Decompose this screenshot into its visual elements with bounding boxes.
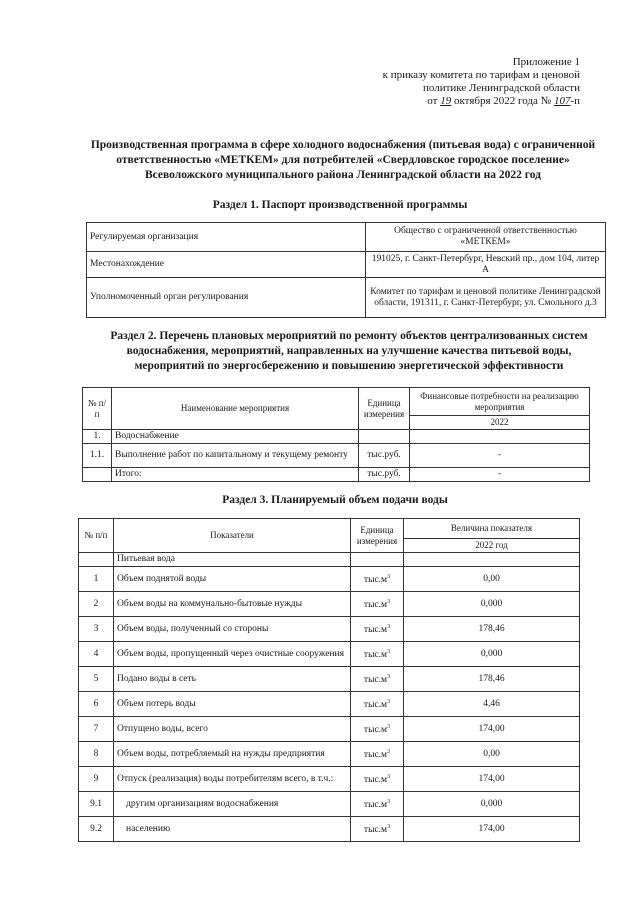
unit-superscript: 3 xyxy=(387,748,391,755)
unit-superscript: 3 xyxy=(387,623,391,630)
water-volume-table xyxy=(78,518,580,842)
table-row xyxy=(79,567,580,592)
row-unit: $тыс.м^3$ xyxy=(351,767,404,792)
row-value: 174,00 xyxy=(404,817,580,842)
unit-superscript: 3 xyxy=(387,598,391,605)
appendix-line2: к приказу комитета по тарифам и ценовой xyxy=(382,69,580,81)
row-value: 174,00 xyxy=(404,717,580,742)
row-unit: $тыс.м^3$ xyxy=(351,817,404,842)
header-value: Величина показателя xyxy=(404,519,580,539)
header-unit: Единица измерения xyxy=(359,388,410,430)
appendix-line3: политике Ленинградской области xyxy=(422,82,580,94)
row-num: 4 xyxy=(79,642,114,667)
passport-label: Регулируемая организация xyxy=(87,223,366,252)
row-name: Отпуск (реализация) воды потребителям всего, в т.ч.: xyxy=(114,767,351,792)
table-row xyxy=(79,767,580,792)
row-name: населению xyxy=(114,817,351,842)
row-num: 6 xyxy=(79,692,114,717)
unit-superscript: 3 xyxy=(387,673,391,680)
row-value: 4,46 xyxy=(404,692,580,717)
row-name: Объем воды, пропущенный через очистные сооружения xyxy=(114,642,351,667)
row-unit: $тыс.м^3$ xyxy=(351,617,404,642)
row-name: Объем воды, полученный со стороны xyxy=(114,617,351,642)
row-unit: $тыс.м^3$ xyxy=(351,667,404,692)
row-unit: $тыс.м^3$ xyxy=(351,742,404,767)
row-name: Объем поднятой воды xyxy=(114,567,351,592)
group-row xyxy=(79,553,580,567)
row-num: 1 xyxy=(79,567,114,592)
row-unit: $тыс.м^3$ xyxy=(351,592,404,617)
row-num: 5 xyxy=(79,667,114,692)
table-row xyxy=(79,617,580,642)
table-row xyxy=(79,592,580,617)
passport-row xyxy=(87,223,606,252)
passport-value: Общество с ограниченной ответственностью «МЕТКЕМ» xyxy=(366,223,606,252)
row-name: Подано воды в сеть xyxy=(114,667,351,692)
passport-value: 191025, г. Санкт-Петербург, Невский пр., дом 104, литер А xyxy=(366,252,606,278)
row-value: 0,000 xyxy=(404,592,580,617)
row-value: 0,000 xyxy=(404,792,580,817)
row-name: Отпущено воды, всего xyxy=(114,717,351,742)
row-value: 0,00 xyxy=(404,567,580,592)
header-num: № п/п xyxy=(79,519,114,553)
header-num: № п/п xyxy=(83,388,112,430)
table-row: 1.1. Выполнение работ по капитальному и текущему ремонту тыс.руб. - xyxy=(83,444,590,468)
measures-table xyxy=(82,387,590,482)
section3-title: Раздел 3. Планируемый объем подачи воды xyxy=(222,494,448,506)
volume-rows xyxy=(79,567,580,842)
row-num: 2 xyxy=(79,592,114,617)
passport-row xyxy=(87,252,606,278)
unit-superscript: 3 xyxy=(387,773,391,780)
table-row xyxy=(79,667,580,692)
appendix-header xyxy=(320,56,580,108)
header-year: 2022 год xyxy=(404,539,580,553)
table-row xyxy=(79,642,580,667)
row-num: 9 xyxy=(79,767,114,792)
passport-row xyxy=(87,278,606,318)
header-unit: Единица измерения xyxy=(351,519,404,553)
group-label: Питьевая вода xyxy=(114,553,351,567)
document-title: Производственная программа в сфере холодного водоснабжения (питьевая вода) с ограниченной ответственностью «МЕТКЕМ» для потребителей «Свердловское городское поселение» Всеволожского муниципального района Ленинградской области на 2022 год xyxy=(90,139,596,181)
section1-title: Раздел 1. Паспорт производственной программы xyxy=(212,199,468,211)
order-number: 107 xyxy=(553,95,571,107)
passport-label: Уполномоченный орган регулирования xyxy=(87,278,366,318)
row-unit: $тыс.м^3$ xyxy=(351,792,404,817)
table-row xyxy=(79,717,580,742)
row-unit: $тыс.м^3$ xyxy=(351,567,404,592)
row-name: Объем воды на коммунально-бытовые нужды xyxy=(114,592,351,617)
passport-value: Комитет по тарифам и ценовой политике Ленинградской области, 191311, г. Санкт-Петербург, ул. Смольного д.3 xyxy=(366,278,606,318)
appendix-date-line: от 19 октября 2022 года № 107-п xyxy=(427,95,580,107)
passport-table xyxy=(86,222,606,318)
table-row xyxy=(79,742,580,767)
row-name: Объем воды, потребляемый на нужды предприятия xyxy=(114,742,351,767)
table-row xyxy=(79,692,580,717)
header-year: 2022 xyxy=(410,416,590,430)
header-name: Наименование мероприятия xyxy=(112,388,359,430)
row-num: 3 xyxy=(79,617,114,642)
unit-superscript: 3 xyxy=(387,648,391,655)
section2-title: Раздел 2. Перечень плановых мероприятий по ремонту объектов централизованных систем водоснабжения, мероприятий, направленных на улучшение качества питьевой воды, мероприятий по энергосбережению и повышению энергетической эффективности xyxy=(110,330,588,372)
unit-superscript: 3 xyxy=(387,798,391,805)
row-value: 178,46 xyxy=(404,667,580,692)
table-row xyxy=(79,792,580,817)
order-day: 19 xyxy=(440,95,452,107)
row-unit: $тыс.м^3$ xyxy=(351,717,404,742)
row-value: 0,000 xyxy=(404,642,580,667)
row-num: 8 xyxy=(79,742,114,767)
unit-superscript: 3 xyxy=(387,723,391,730)
header-fin: Финансовые потребности на реализацию мероприятия xyxy=(410,388,590,416)
unit-superscript: 3 xyxy=(387,823,391,830)
passport-label: Местонахождение xyxy=(87,252,366,278)
row-name: Объем потерь воды xyxy=(114,692,351,717)
row-num: 9.2 xyxy=(79,817,114,842)
row-unit: $тыс.м^3$ xyxy=(351,642,404,667)
table-row: 1. Водоснабжение xyxy=(83,430,590,444)
table-row: Итого: тыс.руб. - xyxy=(83,468,590,482)
header-name: Показатели xyxy=(114,519,351,553)
unit-superscript: 3 xyxy=(387,573,391,580)
row-unit: $тыс.м^3$ xyxy=(351,692,404,717)
table-row xyxy=(79,817,580,842)
row-value: 0,00 xyxy=(404,742,580,767)
unit-superscript: 3 xyxy=(387,698,391,705)
row-num: 7 xyxy=(79,717,114,742)
row-value: 178,46 xyxy=(404,617,580,642)
appendix-line1: Приложение 1 xyxy=(512,56,580,68)
row-name: другим организациям водоснабжения xyxy=(114,792,351,817)
row-num: 9.1 xyxy=(79,792,114,817)
row-value: 174,00 xyxy=(404,767,580,792)
